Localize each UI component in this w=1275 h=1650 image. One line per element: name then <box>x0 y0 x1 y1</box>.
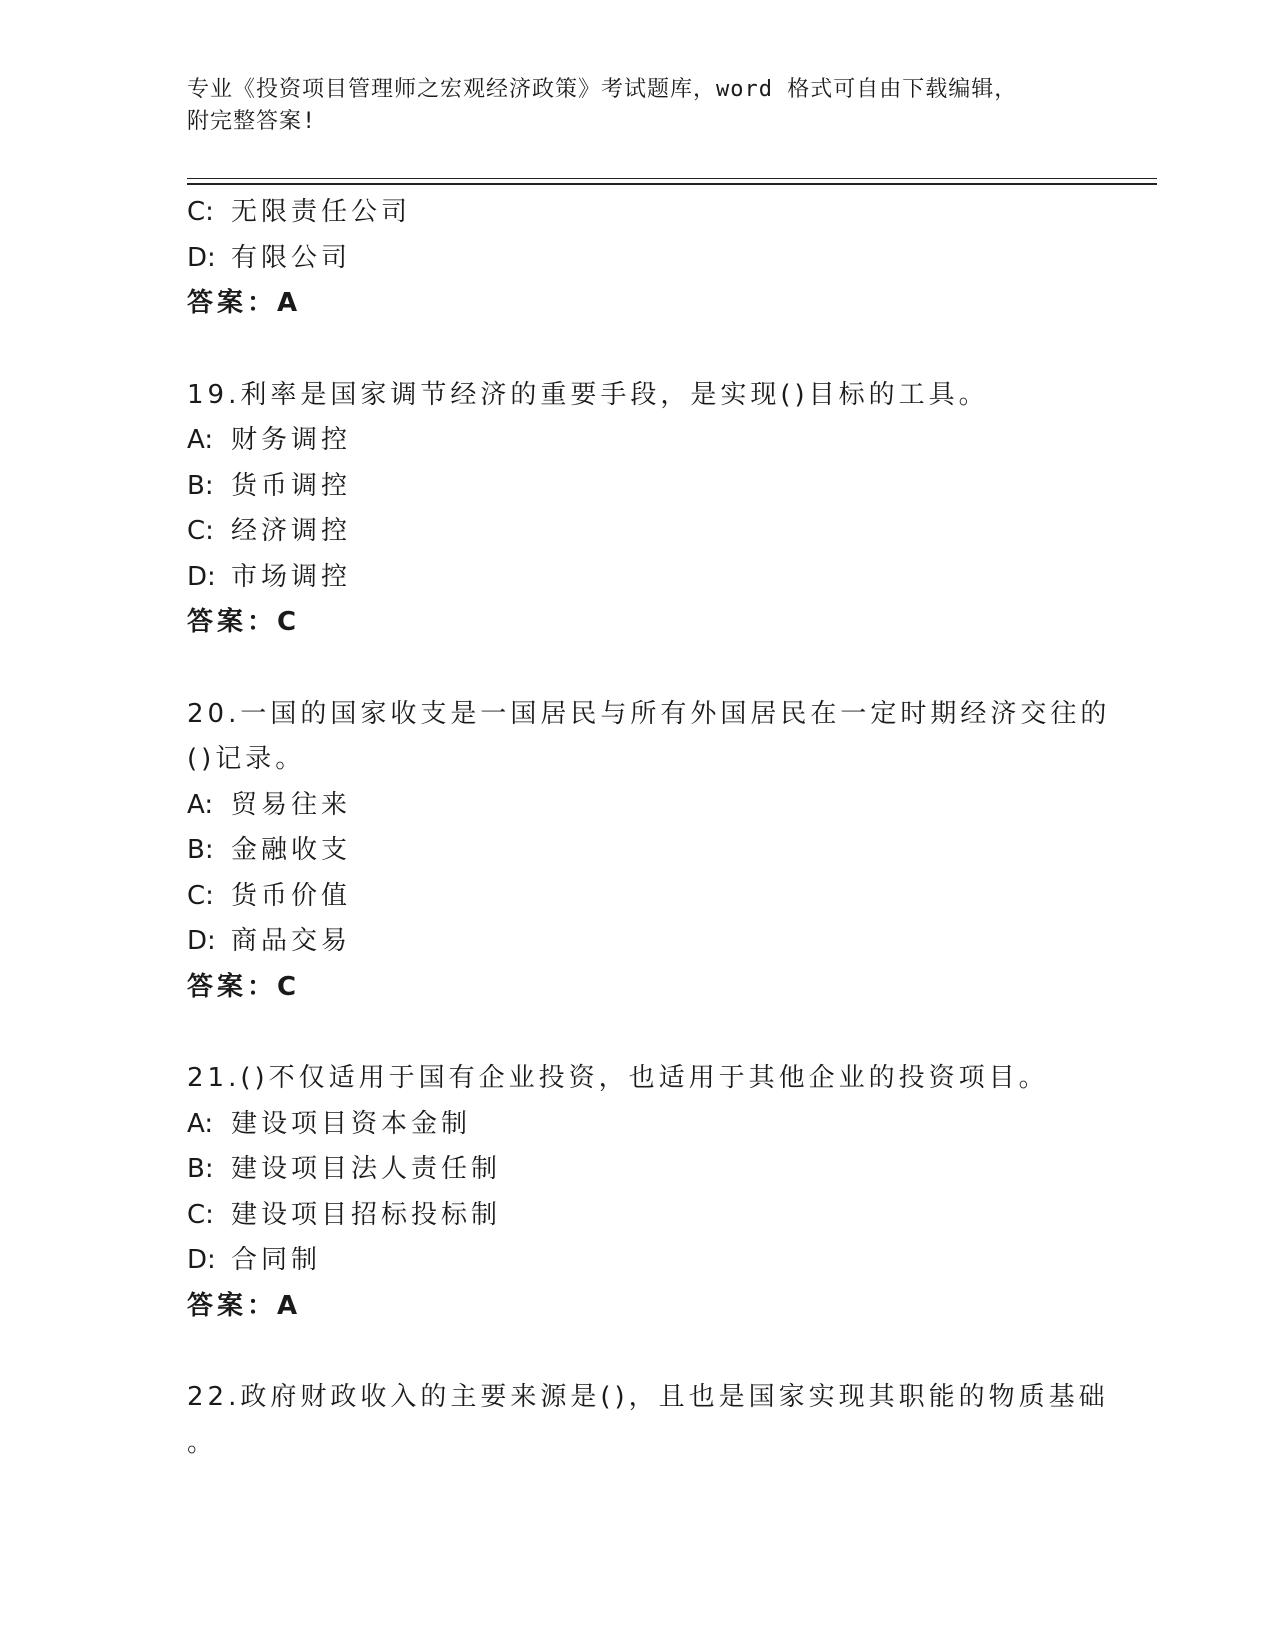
header-line-1: 专业《投资项目管理师之宏观经济政策》考试题库，word 格式可自由下载编辑， <box>187 77 1018 102</box>
question-stem-continued: 。 <box>187 1427 218 1458</box>
option-key: A: <box>187 425 214 455</box>
option-key: D: <box>187 242 216 273</box>
option-text: 金融收支 <box>231 835 352 865</box>
option-line <box>187 1238 1087 1284</box>
option-line <box>187 555 1087 601</box>
option-text: 商品交易 <box>231 926 352 956</box>
document-header <box>187 74 1087 138</box>
option-text: 合同制 <box>231 1245 322 1275</box>
answer-line: 答案：A <box>187 288 302 318</box>
option-line <box>187 418 1087 464</box>
option-key: D: <box>187 1245 216 1275</box>
option-line <box>187 464 1087 510</box>
answer-line: 答案：C <box>187 971 301 1002</box>
option-line <box>187 1102 1087 1148</box>
question-stem: 21.()不仅适用于国有企业投资，也适用于其他企业的投资项目。 <box>187 1063 1049 1093</box>
answer-line: 答案：C <box>187 607 301 637</box>
option-line <box>187 236 1087 282</box>
option-key: A: <box>187 789 214 820</box>
option-text: 建设项目资本金制 <box>231 1108 472 1139</box>
header-divider-thin <box>187 178 1157 179</box>
option-text: 经济调控 <box>231 516 352 546</box>
option-key: B: <box>187 835 214 865</box>
option-key: B: <box>187 1154 214 1184</box>
question-spacer <box>187 327 1087 373</box>
option-line <box>187 1193 1087 1239</box>
option-key: C: <box>187 1199 214 1230</box>
option-text: 市场调控 <box>231 561 352 592</box>
question-spacer <box>187 646 1087 692</box>
option-key: A: <box>187 1108 214 1139</box>
option-key: C: <box>187 880 214 911</box>
option-text: 建设项目法人责任制 <box>231 1154 502 1184</box>
question-stem: 19.利率是国家调节经济的重要手段，是实现()目标的工具。 <box>187 379 989 410</box>
header-line-2: 附完整答案! <box>187 109 317 134</box>
option-text: 有限公司 <box>231 242 352 273</box>
option-line <box>187 874 1087 920</box>
question-stem: 22.政府财政收入的主要来源是()，且也是国家实现其职能的物质基础 <box>187 1382 1109 1412</box>
option-key: D: <box>187 561 216 592</box>
option-text: 货币调控 <box>231 470 352 501</box>
option-text: 货币价值 <box>231 880 352 911</box>
option-key: D: <box>187 926 216 956</box>
header-divider-thick <box>187 183 1157 185</box>
option-key: C: <box>187 516 214 546</box>
option-text: 贸易往来 <box>231 789 352 820</box>
option-line <box>187 919 1087 965</box>
question-spacer <box>187 1010 1087 1056</box>
answer-line: 答案：A <box>187 1290 302 1321</box>
option-line <box>187 190 1087 236</box>
option-line <box>187 828 1087 874</box>
option-line <box>187 1147 1087 1193</box>
option-text: 财务调控 <box>231 425 352 455</box>
option-key: C: <box>187 197 214 227</box>
option-text: 无限责任公司 <box>231 197 412 227</box>
question-stem-continued: ()记录。 <box>187 744 306 774</box>
option-key: B: <box>187 470 214 501</box>
option-text: 建设项目招标投标制 <box>231 1199 502 1230</box>
option-line <box>187 783 1087 829</box>
question-content <box>187 190 1111 1466</box>
option-line <box>187 509 1087 555</box>
question-stem: 20.一国的国家收支是一国居民与所有外国居民在一定时期经济交往的 <box>187 698 1111 729</box>
question-spacer <box>187 1329 1087 1375</box>
